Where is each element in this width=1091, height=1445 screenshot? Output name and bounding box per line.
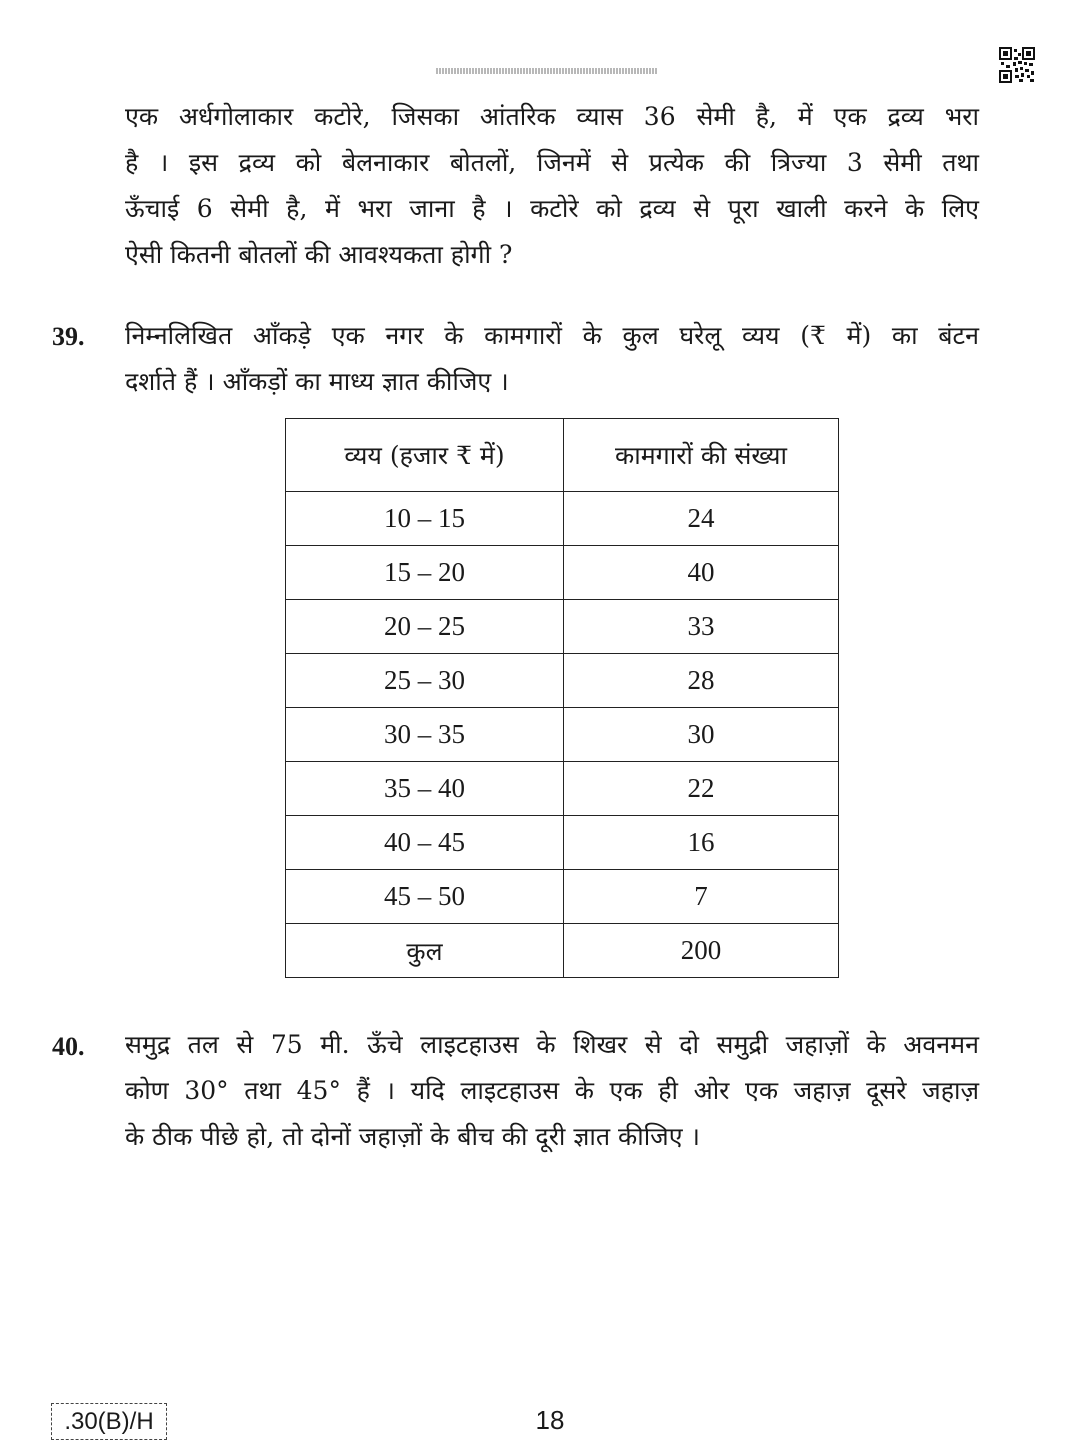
table-row bbox=[286, 762, 839, 816]
q39-line: दर्शाते हैं । आँकड़ों का माध्य ज्ञात कीजिए । bbox=[125, 367, 509, 396]
table-row bbox=[286, 708, 839, 762]
q40-text bbox=[125, 1022, 979, 1160]
paper-code: .30(B)/H bbox=[51, 1403, 167, 1440]
q38-line: ऐसी कितनी बोतलों की आवश्यकता होगी ? bbox=[125, 240, 513, 269]
q39-number: 39. bbox=[52, 322, 85, 351]
q38-text bbox=[125, 94, 979, 278]
q40-line: समुद्र तल से 75 मी. ऊँचे लाइटहाउस के शिखर से दो समुद्री जहाज़ों के अवनमन bbox=[125, 1030, 979, 1059]
total-label-cell: कुल bbox=[286, 924, 564, 978]
table-row bbox=[286, 870, 839, 924]
table-row bbox=[286, 492, 839, 546]
table-row bbox=[286, 546, 839, 600]
q38-line: है । इस द्रव्य को बेलनाकार बोतलों, जिनमें से प्रत्येक की त्रिज्या 3 सेमी तथा bbox=[125, 148, 979, 177]
class-interval-cell: 10 – 15 bbox=[286, 492, 564, 546]
q40-line: कोण 30° तथा 45° हैं । यदि लाइटहाउस के एक ही ओर एक जहाज़ दूसरे जहाज़ bbox=[125, 1076, 979, 1105]
frequency-cell: 24 bbox=[564, 492, 839, 546]
class-interval-cell: 35 – 40 bbox=[286, 762, 564, 816]
expenditure-table bbox=[285, 418, 839, 978]
class-interval-cell: 20 – 25 bbox=[286, 600, 564, 654]
frequency-cell: 40 bbox=[564, 546, 839, 600]
column-header-expenditure: व्यय (हजार ₹ में) bbox=[286, 419, 564, 492]
table-row bbox=[286, 816, 839, 870]
frequency-cell: 28 bbox=[564, 654, 839, 708]
q38-line: एक अर्धगोलाकार कटोरे, जिसका आंतरिक व्यास 36 सेमी है, में एक द्रव्य भरा bbox=[125, 102, 979, 131]
page-number: 18 bbox=[535, 1405, 565, 1435]
frequency-cell: 33 bbox=[564, 600, 839, 654]
total-value-cell: 200 bbox=[564, 924, 839, 978]
q40-line: के ठीक पीछे हो, तो दोनों जहाज़ों के बीच की दूरी ज्ञात कीजिए । bbox=[125, 1122, 700, 1151]
q39-line: निम्नलिखित आँकड़े एक नगर के कामगारों के कुल घरेलू व्यय (₹ में) का बंटन bbox=[125, 321, 979, 350]
q40-number: 40. bbox=[52, 1032, 85, 1061]
frequency-cell: 16 bbox=[564, 816, 839, 870]
class-interval-cell: 15 – 20 bbox=[286, 546, 564, 600]
q39-text bbox=[125, 313, 979, 405]
table-row bbox=[286, 654, 839, 708]
class-interval-cell: 40 – 45 bbox=[286, 816, 564, 870]
class-interval-cell: 30 – 35 bbox=[286, 708, 564, 762]
frequency-cell: 30 bbox=[564, 708, 839, 762]
class-interval-cell: 25 – 30 bbox=[286, 654, 564, 708]
column-header-workers: कामगारों की संख्या bbox=[564, 419, 839, 492]
micro-print-header bbox=[436, 68, 658, 74]
frequency-cell: 7 bbox=[564, 870, 839, 924]
class-interval-cell: 45 – 50 bbox=[286, 870, 564, 924]
table-row bbox=[286, 600, 839, 654]
frequency-cell: 22 bbox=[564, 762, 839, 816]
table-total-row bbox=[286, 924, 839, 978]
q38-line: ऊँचाई 6 सेमी है, में भरा जाना है । कटोरे को द्रव्य से पूरा खाली करने के लिए bbox=[125, 194, 979, 223]
qr-code-icon bbox=[999, 47, 1035, 83]
table-header-row bbox=[286, 419, 839, 492]
